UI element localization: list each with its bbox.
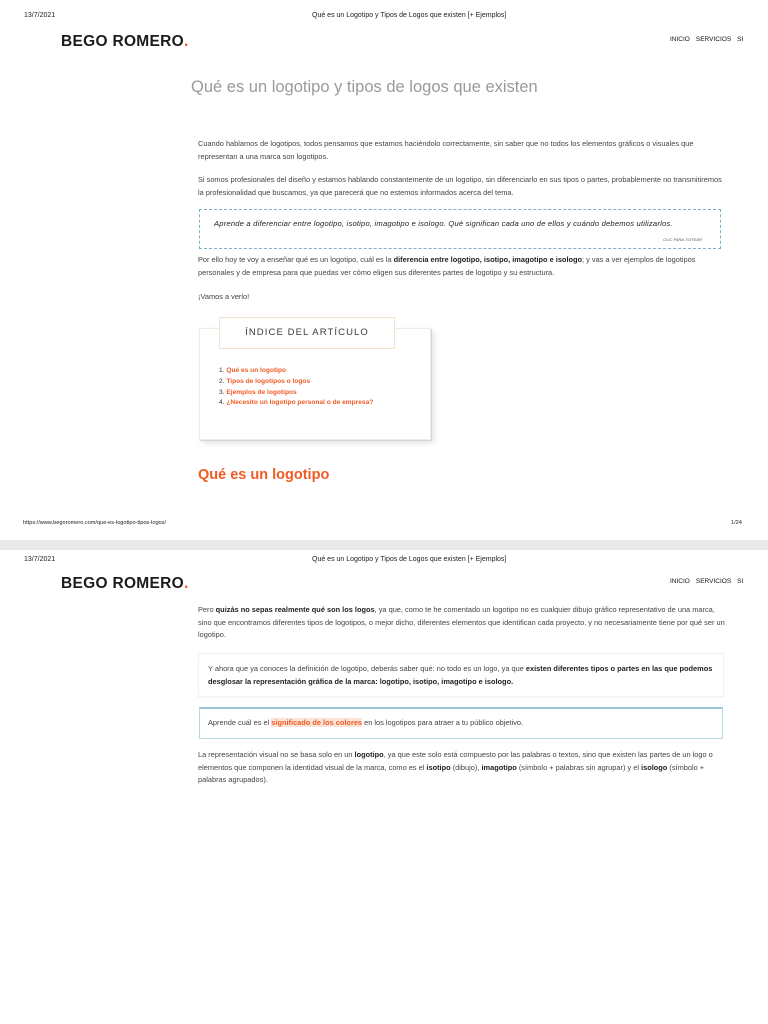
toc-item <box>219 377 373 388</box>
site-logo-page-2[interactable] <box>61 575 189 593</box>
site-logo[interactable] <box>61 33 189 51</box>
p3-text-b: ; y vas a ver ejemplos de logotipos personales y de empresa para que puedas ver cómo eligen sus diferentes partes de logotipo y su estructura. <box>198 255 696 277</box>
p6-b-isotipo: isotipo <box>426 762 451 772</box>
body-paragraph-partes <box>198 749 726 787</box>
print-url: https://www.begoromero.com/que-es-logotipo-tipos-logos/ <box>23 520 167 526</box>
p6-t3: (dibujo), <box>450 762 482 772</box>
toc-item <box>219 366 373 377</box>
page-title: Qué es un logotipo y tipos de logos que existen <box>191 78 538 96</box>
related-text <box>208 718 523 727</box>
p5-text-b: , ya que, como te he comentado un logotipo no es cualquier dibujo gráfico representativo de una marca, sino que encontramos diferentes tipos de logotipos, o mejor dicho, diferentes elementos que identifican cada proyecto, y no necesariamente tiene por qué ser un logotipo. <box>198 605 725 639</box>
intro-paragraph-1: Cuando hablamos de logotipos, todos pensamos que estamos haciéndolo correctamente, sin saber que no todos los elementos gráficos o visuales que representan a una marca son logotipos. <box>198 139 694 161</box>
nav-servicios[interactable]: SERVICIOS <box>695 578 732 585</box>
note1-bold: existen diferentes tipos o partes en las que podemos desglosar la representación gráfica de la marca: logotipo, isotipo, imagotipo e isologo. <box>208 664 713 686</box>
note2-text-b: en los logotipos para atraer a tu público objetivo. <box>362 718 524 727</box>
print-date: 13/7/2021 <box>24 12 56 19</box>
toc-item-number: 1. <box>219 367 225 374</box>
p6-b-imagotipo: imagotipo <box>481 762 517 772</box>
toc-list <box>219 366 373 409</box>
print-doc-title-page-2: Qué es un Logotipo y Tipos de Logos que existen [+ Ejemplos] <box>312 556 507 563</box>
note1-text: Y ahora que ya conoces la definición de logotipo, deberás saber qué: no todo es un logo, ya que <box>208 664 526 673</box>
p3-bold: diferencia entre logotipo, isotipo, imagotipo e isologo <box>393 255 583 264</box>
p6-b-logotipo: logotipo <box>354 750 384 759</box>
toc-item <box>219 388 373 399</box>
p6-t5: (símbolo + palabras agrupados). <box>198 762 705 784</box>
print-doc-title: Qué es un Logotipo y Tipos de Logos que existen [+ Ejemplos] <box>312 12 507 19</box>
logo-text: BEGO ROMERO <box>61 575 185 592</box>
p6-t2: , ya que este solo está compuesto por las palabras o textos, sino que existen las partes de un logo o elementos que componen la identidad visual de la marca, como es el <box>198 750 713 772</box>
section-heading-que-es: Qué es un logotipo <box>198 467 330 483</box>
toc-link-ejemplos[interactable]: Ejemplos de logotipos <box>226 388 297 396</box>
intro-paragraph-2: Si somos profesionales del diseño y estamos hablando constantemente de un logotipo, sin diferenciarlo en sus tipos o partes, probablemente no transmitiremos la profesionalidad que buscamos, ya que parecerá que no estemos informados acerca del tema. <box>198 175 722 197</box>
intro-paragraph-4: ¡Vamos a verlo! <box>198 292 250 301</box>
highlight-box-tipos <box>199 654 723 696</box>
nav-inicio[interactable]: INICIO <box>670 578 690 585</box>
p6-b-isologo: isologo <box>641 762 668 772</box>
tweet-quote: Aprende a diferenciar entre logotipo, isotipo, imagotipo e isologo. Qué significan cada uno de ellos y cuándo debemos utilizarlos. <box>214 219 673 228</box>
logo-dot: . <box>184 575 189 592</box>
print-page-number: 1/24 <box>731 520 742 526</box>
highlight-text <box>208 662 714 688</box>
main-nav <box>670 36 743 43</box>
p6-t1: La representación visual no se basa solo en un <box>198 750 355 759</box>
toc-header: ÍNDICE DEL ARTÍCULO <box>219 317 395 349</box>
colores-link[interactable]: significado de los colores <box>271 718 363 727</box>
intro-paragraph-3 <box>198 254 726 279</box>
p5-text-a: Pero <box>198 605 216 614</box>
main-nav-page-2 <box>670 578 743 585</box>
nav-inicio[interactable]: INICIO <box>670 36 690 43</box>
toc-link-que-es[interactable]: Qué es un logotipo <box>226 367 287 374</box>
tweet-cta-link[interactable]: CLIC PARA TUITEAR <box>663 237 702 242</box>
toc-item-number: 2. <box>219 377 225 385</box>
p3-text-a: Por ello hoy te voy a enseñar qué es un logotipo, cuál es la <box>198 255 394 264</box>
table-of-contents <box>199 328 431 440</box>
toc-link-necesito[interactable]: ¿Necesito un logotipo personal o de empresa? <box>226 399 374 407</box>
toc-item-number: 3. <box>219 388 225 396</box>
p5-bold: quizás no sepas realmente qué son los logos <box>215 605 375 614</box>
nav-servicios[interactable]: SERVICIOS <box>695 36 732 43</box>
click-to-tweet-box[interactable] <box>199 209 721 249</box>
toc-item-number: 4. <box>219 399 225 407</box>
nav-truncated[interactable]: SI <box>737 578 744 585</box>
print-date-page-2: 13/7/2021 <box>24 556 56 563</box>
body-paragraph-logo-definition <box>198 604 726 642</box>
nav-truncated[interactable]: SI <box>737 36 744 43</box>
toc-link-tipos[interactable]: Tipos de logotipos o logos <box>226 377 311 385</box>
note2-text-a: Aprende cuál es el <box>208 718 272 727</box>
page-separator <box>0 540 768 550</box>
toc-item <box>219 398 373 409</box>
p6-t4: (símbolo + palabras sin agrupar) y el <box>516 762 642 772</box>
related-link-box <box>199 707 723 739</box>
logo-dot: . <box>184 33 189 50</box>
logo-text: BEGO ROMERO <box>61 33 185 50</box>
